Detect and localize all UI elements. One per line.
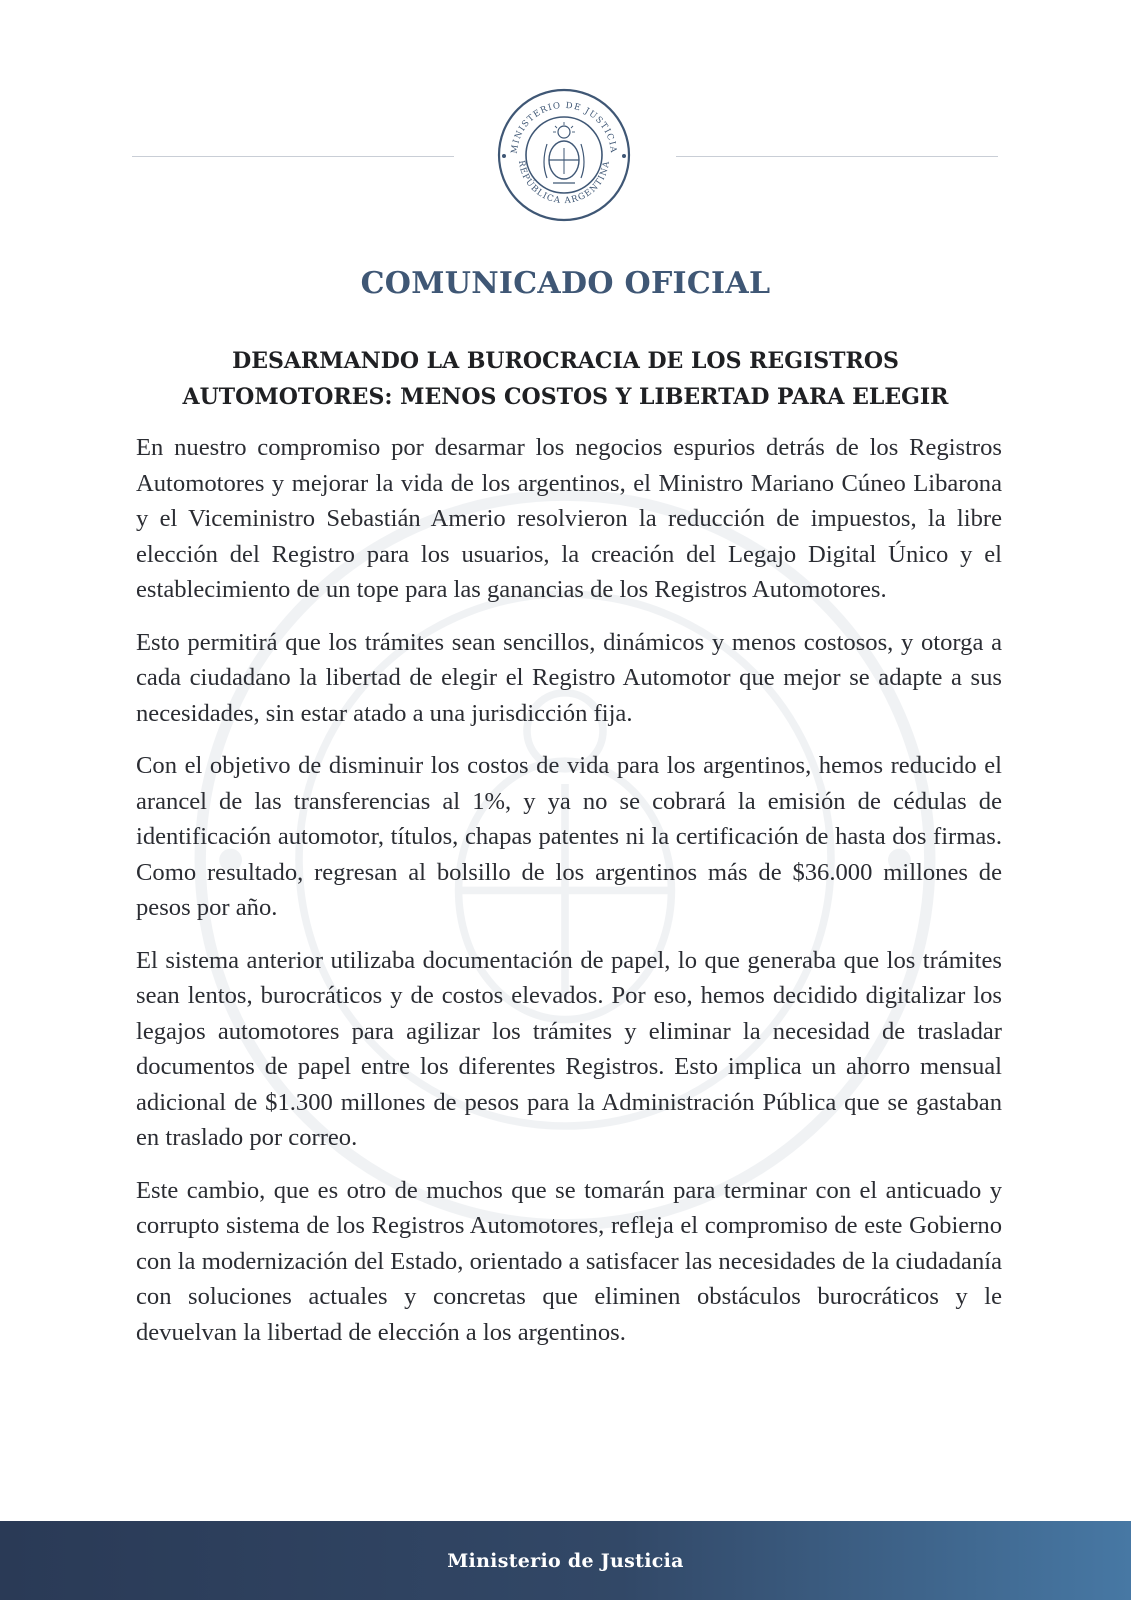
body-paragraph: Esto permitirá que los trámites sean sencillos, dinámicos y menos costosos, y otorga a cada ciudadano la libertad de elegir el Registro Automotor que mejor se adapte a sus necesidades, sin estar atado a una jurisdicción fija. xyxy=(136,628,1002,727)
document-body xyxy=(136,430,1002,1367)
footer-bar xyxy=(0,1521,1131,1600)
ministerio-de-justicia-seal-icon xyxy=(497,88,631,222)
body-paragraph: Con el objetivo de disminuir los costos de vida para los argentinos, hemos reducido el arancel de las transferencias al 1%, y ya no se cobrará la emisión de cédulas de identificación automotor, títulos, chapas patentes ni la certificación de hasta dos firmas. Como resultado, regresan al bolsillo de los argentinos más de $36.000 millones de pesos por año. xyxy=(136,752,1002,921)
document-title xyxy=(120,343,1011,415)
header-rule-right xyxy=(676,156,998,157)
title-line: DESARMANDO LA BUROCRACIA DE LOS REGISTROS xyxy=(232,348,899,374)
header-rule-left xyxy=(132,156,454,157)
title-line: AUTOMOTORES: MENOS COSTOS Y LIBERTAD PARA ELEGIR xyxy=(182,384,949,410)
body-paragraph: En nuestro compromiso por desarmar los negocios espurios detrás de los Registros Automotores y mejorar la vida de los argentinos, el Ministro Mariano Cúneo Libarona y el Viceministro Sebastián Amerio resolvieron la reducción de impuestos, la libre elección del Registro para los usuarios, la creación del Legajo Digital Único y el establecimiento de un tope para las ganancias de los Registros Automotores. xyxy=(136,434,1002,603)
footer-ministry-name: Ministerio de Justicia xyxy=(447,1549,684,1572)
body-paragraph: Este cambio, que es otro de muchos que se tomarán para terminar con el anticuado y corrupto sistema de los Registros Automotores, refleja el compromiso de este Gobierno con la modernización del Estado, orientado a satisfacer las necesidades de la ciudadanía con soluciones actuales y concretas que eliminen obstáculos burocráticos y le devuelvan la libertad de elección a los argentinos. xyxy=(136,1176,1002,1346)
svg-text:REPÚBLICA ARGENTINA: REPÚBLICA ARGENTINA xyxy=(515,159,613,207)
body-paragraph: El sistema anterior utilizaba documentación de papel, lo que generaba que los trámites sean lentos, burocráticos y de costos elevados. Por eso, hemos decidido digitalizar los legajos automotores para agilizar los trámites y eliminar la necesidad de trasladar documentos de papel entre los diferentes Registros. Esto implica un ahorro mensual adicional de $1.300 millones de pesos para la Administración Pública que se gastaban en traslado por correo. xyxy=(136,946,1002,1151)
svg-text:MINISTERIO DE JUSTICIA: MINISTERIO DE JUSTICIA xyxy=(509,100,619,155)
document-heading: COMUNICADO OFICIAL xyxy=(360,266,771,301)
